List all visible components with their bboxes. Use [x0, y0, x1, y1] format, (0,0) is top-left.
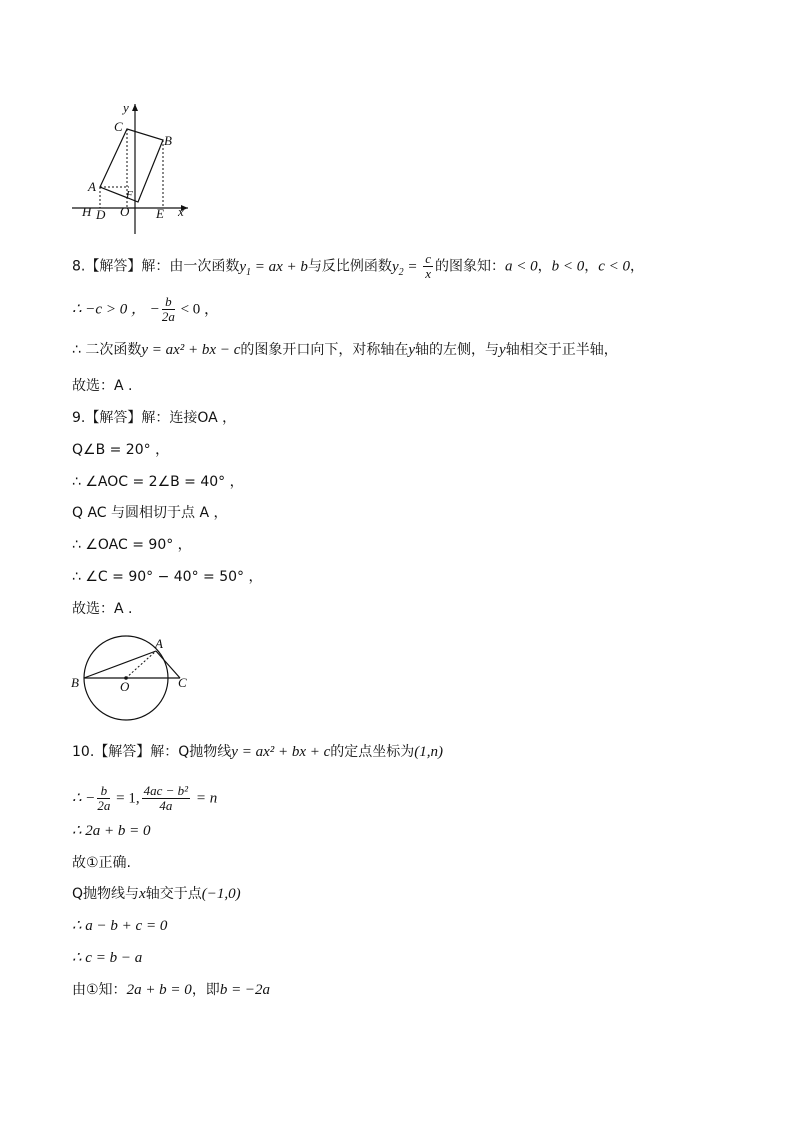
q8-answer: 故选：A . — [72, 378, 133, 394]
q10-l5-pt: (−1,0) — [201, 886, 241, 902]
circle-tangent-figure — [68, 632, 198, 724]
q10-l8-b: ，即 — [191, 982, 220, 998]
q8-line-2 — [72, 295, 219, 324]
q10-l8-a: 由①知： — [72, 982, 127, 998]
q9-answer: 故选：A . — [72, 601, 133, 617]
q8-frac-c-x: $\frac{c}{x}$ — [425, 251, 432, 281]
q10-line-5 — [72, 884, 241, 904]
q8-l3-eq: y = ax² + bx − c — [141, 342, 241, 358]
label-O: O — [120, 679, 130, 694]
q8-y1: $y_1$ = ax + b — [239, 258, 308, 278]
q8-l3-c: 轴的左侧，与 — [415, 342, 500, 358]
q10-l2-end: = n — [192, 790, 218, 807]
q10-line-7 — [72, 948, 142, 968]
label-E: E — [156, 206, 164, 221]
q8-cond-a: a < 0 — [505, 258, 538, 275]
q10-line-6 — [72, 916, 167, 936]
q10-line-1 — [72, 742, 443, 762]
q8-l2-b: < 0 ， — [176, 301, 220, 318]
coordinate-figure — [70, 98, 200, 238]
label-C: C — [178, 675, 187, 690]
q8-l2-a: ∴ −c > 0 ， − — [72, 301, 160, 318]
label-O: O — [120, 204, 130, 219]
q10-l8-eq2: b = −2a — [219, 982, 271, 998]
segment-BA — [84, 651, 156, 678]
label-H: H — [82, 204, 92, 219]
q9-line-2: Q∠B = 20° ， — [72, 442, 170, 458]
q10-line-2 — [72, 784, 217, 813]
q8-l3-b: 的图象开口向下，对称轴在 — [240, 342, 409, 358]
q8-sep1: ， — [537, 258, 552, 275]
q10-line-3 — [72, 821, 151, 841]
label-y: y — [123, 100, 129, 115]
q10-l2-mid: = 1, — [112, 790, 140, 807]
q9-line-4: Q AC 与圆相切于点 A ， — [72, 505, 228, 521]
q10-l1-a: 10.【解答】解：Q抛物线 — [72, 744, 232, 760]
q10-l1-b: 的定点坐标为 — [330, 744, 415, 760]
label-C: C — [114, 119, 123, 134]
q10-l5-a: Q抛物线与 — [72, 886, 140, 902]
q10-l5-x: x — [139, 886, 146, 902]
q10-l5-b: 轴交于点 — [145, 886, 202, 902]
q10-l7: ∴ c = b − a — [72, 950, 143, 966]
q8-tail: ， — [630, 258, 645, 275]
label-F: F — [126, 189, 133, 201]
q8-l3-a: ∴ 二次函数 — [72, 342, 142, 358]
q8-line-3 — [72, 340, 618, 360]
label-B: B — [71, 675, 79, 690]
q8-cond-c: c < 0 — [598, 258, 631, 275]
q8-l3-d: 轴相交于正半轴， — [505, 342, 618, 358]
q10-frac-b-2a: $\frac{b}{2a}$ — [97, 783, 111, 813]
q8-cond-b: b < 0 — [551, 258, 585, 275]
label-B: B — [164, 133, 172, 148]
label-A: A — [155, 636, 163, 651]
segment-OA — [126, 651, 156, 678]
q9-line-3: ∴ ∠AOC = 2∠B = 40° ， — [72, 474, 244, 490]
q9-line-5: ∴ ∠OAC = 90° ， — [72, 537, 192, 553]
y-axis-arrow — [132, 104, 138, 111]
q9-line-1: 9.【解答】解：连接OA ， — [72, 410, 237, 426]
label-D: D — [96, 207, 106, 222]
label-A: A — [88, 179, 96, 194]
q8-frac-b-2a: $\frac{b}{2a}$ — [161, 294, 175, 324]
label-x: x — [178, 204, 184, 219]
q8-mid1: 与反比例函数 — [307, 258, 392, 275]
q10-l3: ∴ 2a + b = 0 — [72, 823, 151, 839]
q8-sep2: ， — [584, 258, 599, 275]
q10-l2-a: ∴ − — [72, 790, 96, 807]
q8-l3-y2: y — [499, 342, 506, 358]
q8-mid2: 的图象知： — [435, 258, 506, 275]
q8-line-1 — [72, 252, 644, 283]
q8-l3-y: y — [408, 342, 416, 358]
q10-l6: ∴ a − b + c = 0 — [72, 918, 168, 934]
q10-frac-vertex: $\frac{\text{4ac − b²}}{4a}$ — [143, 783, 189, 813]
q10-line-4: 故①正确. — [72, 855, 132, 871]
q9-line-6: ∴ ∠C = 90° − 40° = 50° ， — [72, 569, 263, 585]
q10-l8-eq1: 2a + b = 0 — [126, 982, 192, 998]
q10-l1-eq: y = ax² + bx + c — [231, 744, 331, 760]
q10-line-8 — [72, 980, 270, 1000]
q8-y2: $y_2$ = — [391, 258, 422, 278]
q10-l1-pt: (1,n) — [414, 744, 444, 760]
q8-head: 8.【解答】解：由一次函数 — [72, 258, 240, 275]
